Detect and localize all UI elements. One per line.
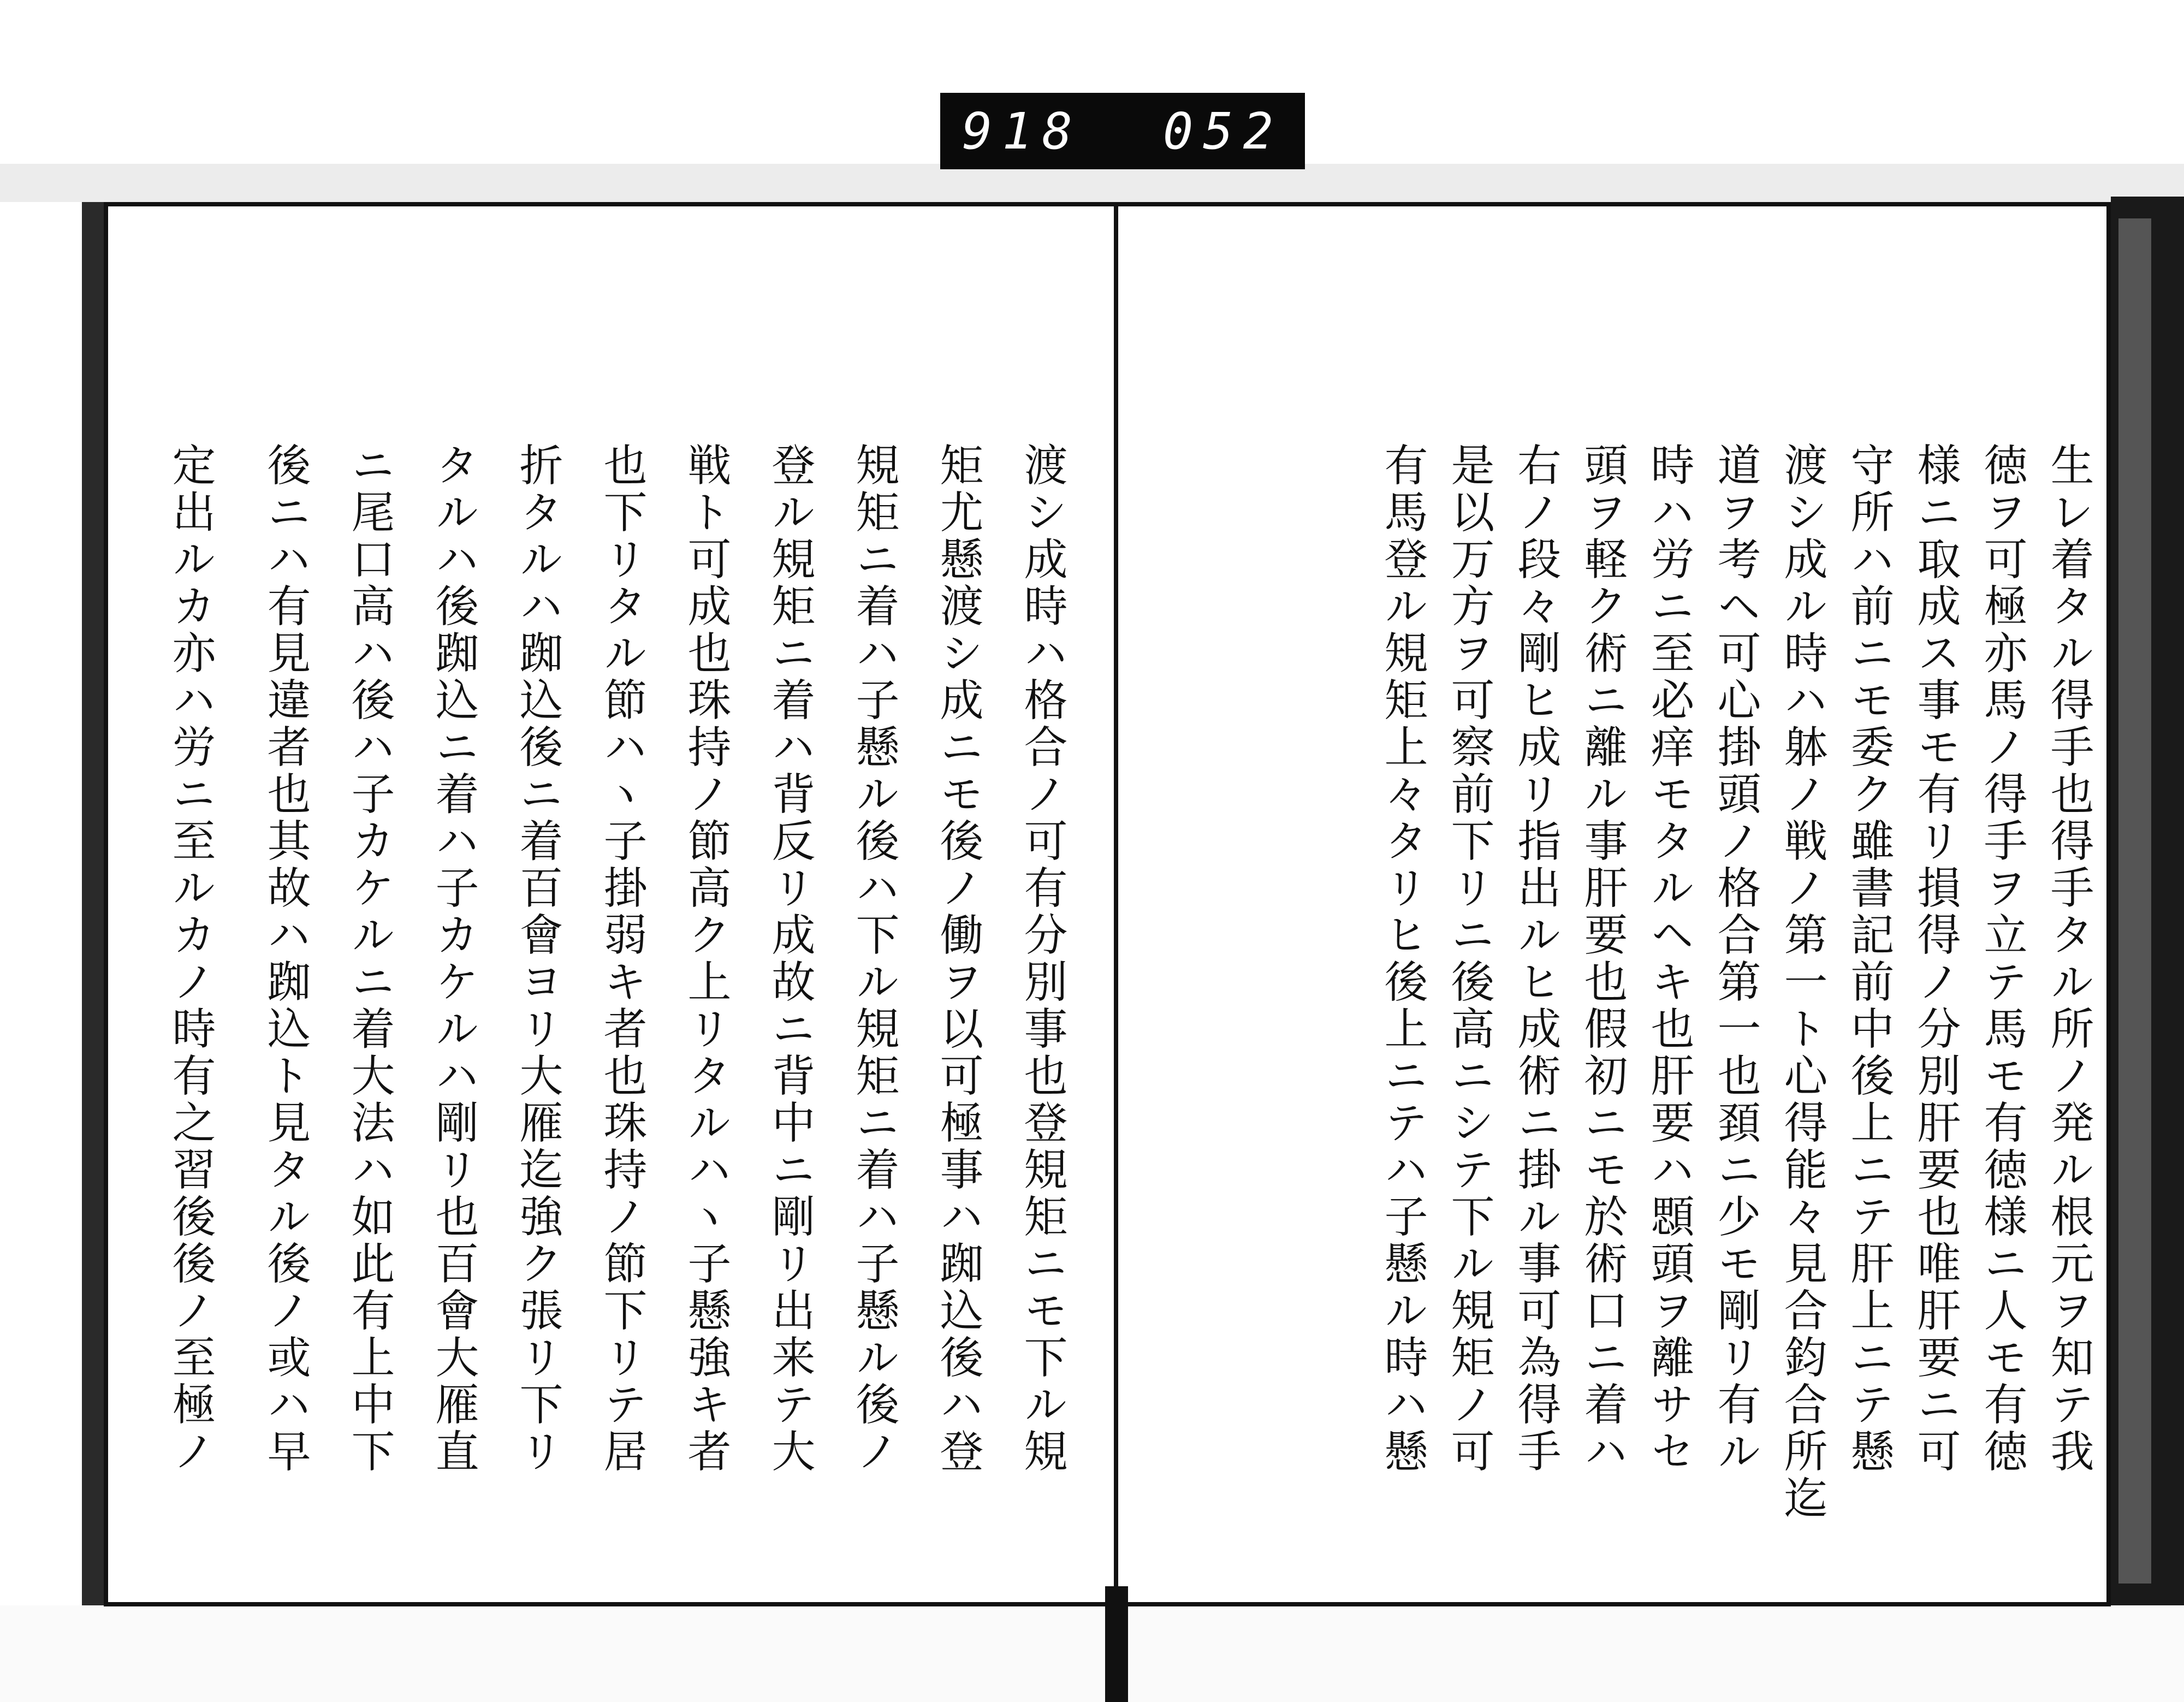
right-page-column: 守所ハ前ニモ委ク雖書記前中後上ニテ肝上ニテ懸 — [1843, 442, 1894, 1475]
right-page-column: 時ハ労ニ至必痒モタルヘキ也肝要ハ顋頭ヲ離サセ — [1643, 442, 1694, 1475]
spine-binding — [1105, 1586, 1128, 1702]
right-page-column: 頭ヲ軽ク術ニ離ル事肝要也假初ニモ於術口ニ着ハ — [1577, 442, 1628, 1475]
left-page-column: 登ル䂓矩ニ着ハ背反リ成故ニ背中ニ剛リ出来テ大 — [764, 442, 815, 1475]
book-spine — [1114, 202, 1118, 1608]
left-page-column: 後ニハ有見違者也其故ハ踟込ト見タル後ノ或ハ早 — [260, 442, 311, 1475]
left-page-column: 折タルハ踟込後ニ着百會ヨリ大雁迄強ク張リ下リ — [512, 442, 563, 1475]
right-page-column: 渡シ成ル時ハ躰ノ戦ノ第一ト心得能々見合鈞合所迄 — [1777, 442, 1827, 1522]
right-page-column: 徳ヲ可極亦馬ノ得手ヲ立テ馬モ有徳様ニ人モ有徳 — [1977, 442, 2027, 1475]
right-page-column: 生レ着タル得手也得手タル所ノ発ル根元ヲ知テ我 — [2043, 442, 2094, 1475]
right-page-column: 右ノ段々剛ヒ成リ指出ルヒ成術ニ掛ル事可為得手 — [1510, 442, 1561, 1475]
left-page-column: 也下リタル節ハヽ子掛弱キ者也珠持ノ節下リテ居 — [596, 442, 647, 1475]
label-number-left: 918 — [962, 102, 1083, 161]
left-page-column: 矩尤懸渡シ成ニモ後ノ働ヲ以可極事ハ踟込後ハ登 — [933, 442, 983, 1475]
archive-number-label — [940, 93, 1305, 169]
right-page-column: 是以万方ヲ可察前下リニ後高ニシテ下ル䂓矩ノ可 — [1444, 442, 1494, 1475]
left-page-column: 戦ト可成也珠持ノ節高ク上リタルハヽ子懸強キ者 — [680, 442, 731, 1475]
left-page-column: 定出ルカ亦ハ労ニ至ルカノ時有之習後後ノ至極ノ — [165, 442, 216, 1475]
label-number-right: 052 — [1162, 102, 1283, 161]
left-page-column: ニ尾口高ハ後ハ子カケルニ着大法ハ如此有上中下 — [344, 442, 395, 1475]
right-page-column: 有馬登ル䂓矩上々タリヒ後上ニテハ子懸ル時ハ懸 — [1377, 442, 1428, 1475]
left-page-column: タルハ後踟込ニ着ハ子カケルハ剛リ也百會大雁直 — [428, 442, 479, 1475]
right-page-column: 様ニ取成ス事モ有リ損得ノ分別肝要也唯肝要ニ可 — [1910, 442, 1961, 1475]
left-page-column: 䂓矩ニ着ハ子懸ル後ハ下ル䂓矩ニ着ハ子懸ル後ノ — [848, 442, 899, 1475]
left-page-column: 渡シ成時ハ格合ノ可有分別事也登䂓矩ニモ下ル䂓 — [1017, 442, 1067, 1475]
right-page-column: 道ヲ考ヘ可心掛頭ノ格合第一也頚ニ少モ剛リ有ル — [1710, 442, 1761, 1475]
